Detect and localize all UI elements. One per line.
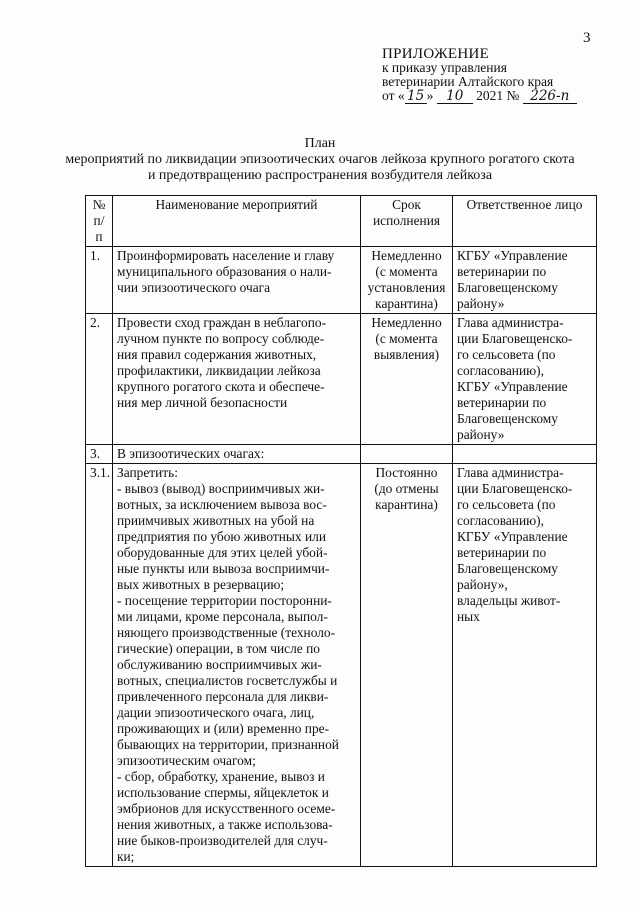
header-responsible-text: Ответственное лицо: [466, 197, 583, 212]
title-plan: План: [304, 136, 336, 151]
cell-measure-line: эпизоотическим очагом;: [117, 753, 256, 768]
cell-measure-line: бывающих на территории, признанной: [117, 737, 339, 752]
cell-responsible-line: району»: [457, 296, 505, 311]
cell-measure-line: няющего производственные (техноло-: [117, 625, 336, 640]
cell-responsible-line: ных: [457, 609, 480, 624]
cell-measure: [113, 464, 361, 867]
cell-responsible-line: го сельсовета (по: [457, 347, 556, 362]
cell-measure-line: крупного рогатого скота и обеспече-: [117, 379, 325, 394]
cell-measure-line: ми лицами, кроме персонала, выпол-: [117, 609, 328, 624]
cell-term-line: (до отмены: [374, 481, 439, 496]
header-name-text: Наименование мероприятий: [155, 197, 318, 212]
table-row: [86, 464, 597, 867]
cell-responsible-line: Благовещенскому: [457, 561, 558, 576]
table-row: [86, 247, 597, 314]
cell-measure-line: ния правил содержания животных,: [117, 347, 317, 362]
cell-measure-line: приимчивых животных на убой на: [117, 513, 315, 528]
cell-responsible-line: Благовещенскому: [457, 280, 558, 295]
cell-measure: [113, 314, 361, 445]
appendix-line-2: ветеринарии Алтайского края: [382, 74, 554, 89]
cell-measure-line: ки;: [117, 849, 135, 864]
cell-measure-line: профилактики, ликвидации лейкоза: [117, 363, 321, 378]
cell-measure: [113, 247, 361, 314]
cell-term-line: карантина): [375, 296, 438, 311]
date-year-no: 2021 №: [476, 88, 520, 103]
page-number: 3: [583, 30, 591, 46]
header-number-l1: №: [92, 197, 106, 212]
cell-measure-line: обслуживанию восприимчивых жи-: [117, 657, 322, 672]
cell-responsible-line: Глава администра-: [457, 465, 564, 480]
order-number-handwritten: 226-п: [523, 89, 577, 104]
header-term-l1: Срок: [392, 197, 421, 212]
cell-measure-line: эмбрионов для искусственного осеме-: [117, 801, 336, 816]
cell-measure-line: - сбор, обработку, хранение, вывоз и: [117, 769, 325, 784]
cell-measure-line: Запретить:: [117, 465, 178, 480]
cell-measure-line: В эпизоотических очагах:: [117, 446, 265, 461]
cell-measure-line: Проинформировать население и главу: [117, 248, 335, 263]
cell-measure-line: проживающих и (или) временно пре-: [117, 721, 330, 736]
cell-measure-line: ния мер личной безопасности: [117, 395, 288, 410]
cell-measure-line: муниципального образования о нали-: [117, 264, 332, 279]
cell-responsible: [453, 445, 597, 464]
header-name: [113, 196, 361, 247]
row-number: 3.1.: [90, 465, 111, 480]
cell-measure-line: вотных, специалистов госветслужбы и: [117, 673, 338, 688]
cell-measure-line: ние быков-производителей для случ-: [117, 833, 328, 848]
cell-responsible-line: владельцы живот-: [457, 593, 561, 608]
cell-responsible-line: району»: [457, 427, 505, 442]
cell-responsible-line: ции Благовещенско-: [457, 481, 573, 496]
appendix-line-1: к приказу управления: [382, 60, 507, 75]
cell-measure: [113, 445, 361, 464]
measures-table: [85, 195, 597, 867]
date-mid: »: [426, 88, 434, 103]
cell-number: [86, 464, 113, 867]
cell-term-line: установления: [367, 280, 446, 295]
appendix-date: [382, 89, 577, 104]
cell-responsible-line: ветеринарии по: [457, 395, 547, 410]
cell-number: [86, 314, 113, 445]
cell-measure-line: использование спермы, яйцеклеток и: [117, 785, 329, 800]
row-number: 1.: [90, 248, 101, 263]
cell-responsible-line: согласованию),: [457, 363, 544, 378]
cell-measure-line: ные пункты или вывоза восприимчи-: [117, 561, 330, 576]
table-row: [86, 445, 597, 464]
cell-responsible: [453, 247, 597, 314]
cell-measure-line: вотных, за исключением вывоза вос-: [117, 497, 327, 512]
cell-measure-line: оборудованные для этих целей убой-: [117, 545, 328, 560]
cell-responsible-line: КГБУ «Управление: [457, 248, 568, 263]
cell-measure-line: предприятия по убою животных или: [117, 529, 326, 544]
date-prefix: от «: [382, 88, 405, 103]
cell-term-line: Немедленно: [371, 315, 442, 330]
cell-measure-line: дации эпизоотического очага, лиц,: [117, 705, 315, 720]
cell-term-line: выявления): [373, 347, 440, 362]
cell-responsible-line: ции Благовещенско-: [457, 331, 573, 346]
appendix-heading: ПРИЛОЖЕНИЕ: [382, 46, 490, 62]
cell-term: [361, 247, 453, 314]
cell-term-line: карантина): [375, 497, 438, 512]
table-row: [86, 314, 597, 445]
cell-measure-line: - посещение территории посторонни-: [117, 593, 332, 608]
row-number: 3.: [90, 446, 101, 461]
cell-number: [86, 247, 113, 314]
cell-measure-line: вых животных в резервацию;: [117, 577, 285, 592]
cell-responsible-line: Глава администра-: [457, 315, 564, 330]
cell-measure-line: лучном пункте по вопросу соблюде-: [117, 331, 325, 346]
title-line-2: мероприятий по ликвидации эпизоотических очагов лейкоза крупного рогатого скота: [65, 152, 575, 167]
cell-responsible: [453, 314, 597, 445]
cell-measure-line: привлеченного персонала для ликви-: [117, 689, 329, 704]
cell-term-line: Немедленно: [371, 248, 442, 263]
cell-responsible-line: согласованию),: [457, 513, 544, 528]
title-line-3: и предотвращению распространения возбудителя лейкоза: [147, 168, 493, 183]
cell-measure-line: гические) операции, в том числе по: [117, 641, 320, 656]
cell-responsible-line: КГБУ «Управление: [457, 379, 568, 394]
cell-measure-line: Провести сход граждан в неблагопо-: [117, 315, 327, 330]
table-header-row: [86, 196, 597, 247]
header-term-l2: исполнения: [372, 213, 441, 228]
cell-term: [361, 445, 453, 464]
cell-responsible-line: району»,: [457, 577, 508, 592]
appendix-block: [382, 47, 577, 104]
header-term: [361, 196, 453, 247]
date-month-handwritten: 10: [437, 89, 473, 104]
cell-term-line: (с момента: [375, 264, 438, 279]
cell-number: [86, 445, 113, 464]
cell-responsible-line: КГБУ «Управление: [457, 529, 568, 544]
row-number: 2.: [90, 315, 101, 330]
cell-responsible-line: Благовещенскому: [457, 411, 558, 426]
cell-responsible-line: ветеринарии по: [457, 264, 547, 279]
cell-term: [361, 464, 453, 867]
cell-term: [361, 314, 453, 445]
cell-term-line: (с момента: [375, 331, 438, 346]
cell-responsible-line: го сельсовета (по: [457, 497, 556, 512]
cell-measure-line: нения животных, а также использова-: [117, 817, 333, 832]
cell-term-line: Постоянно: [375, 465, 438, 480]
cell-measure-line: - вывоз (вывод) восприимчивых жи-: [117, 481, 325, 496]
header-responsible: [453, 196, 597, 247]
cell-responsible-line: ветеринарии по: [457, 545, 547, 560]
header-number: [86, 196, 113, 247]
cell-measure-line: чии эпизоотического очага: [117, 280, 271, 295]
cell-responsible: [453, 464, 597, 867]
date-day-handwritten: 15: [405, 89, 427, 104]
header-number-l2: п/п: [93, 213, 105, 244]
